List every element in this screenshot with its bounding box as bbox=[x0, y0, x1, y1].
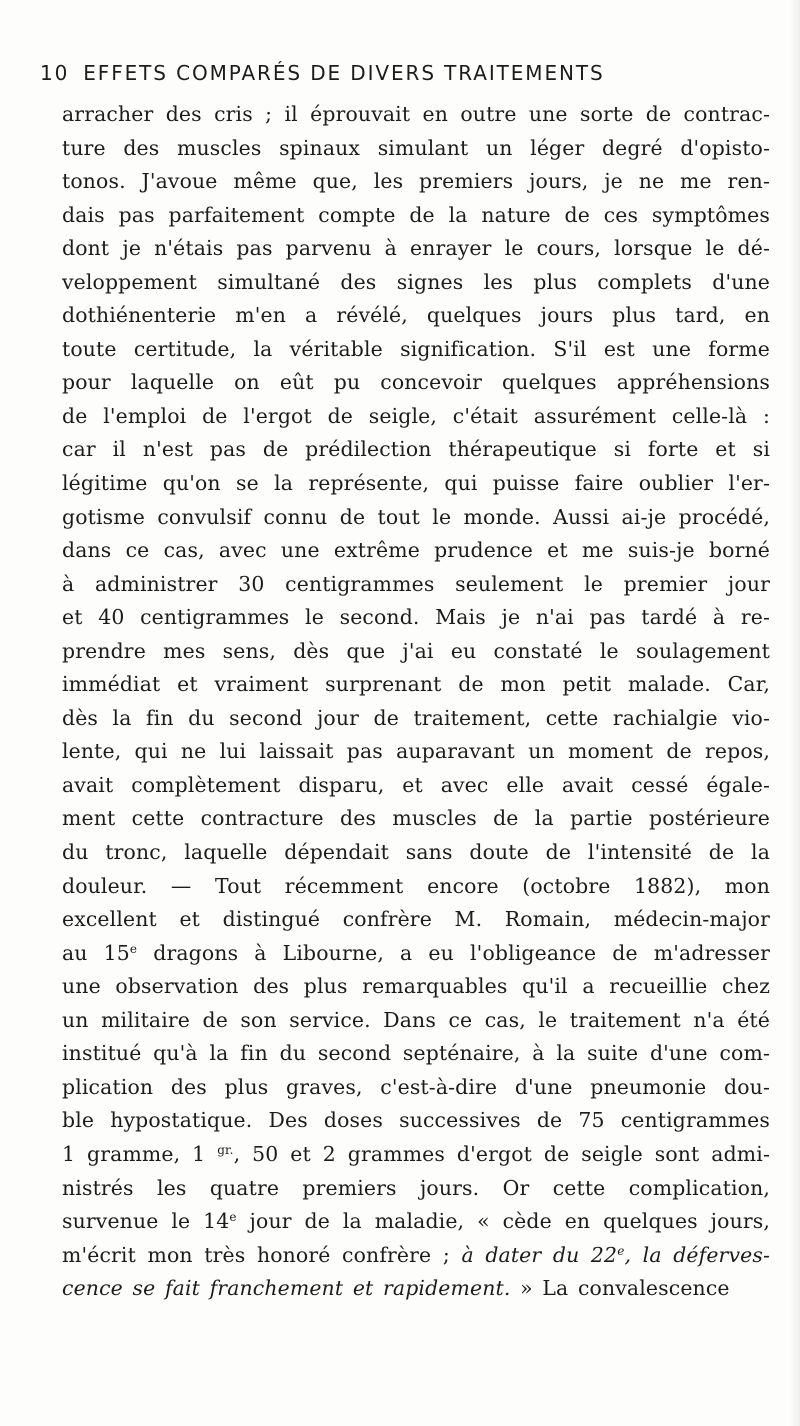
text-line: avait complètement disparu, et avec elle avait cessé égale- bbox=[62, 772, 770, 797]
page-number: 10 bbox=[40, 61, 70, 85]
text-line: dans ce cas, avec une extrême prudence et me suis-je borné bbox=[62, 538, 770, 563]
text-line: dais pas parfaitement compte de la nature de ces symptômes bbox=[62, 202, 770, 227]
text-run: , 50 et 2 grammes d'ergot de seigle sont admi- bbox=[233, 1141, 771, 1166]
text-line: du tronc, laquelle dépendait sans doute de l'intensité de la bbox=[62, 840, 770, 865]
text-line: gotisme convulsif connu de tout le monde. Aussi ai-je procédé, bbox=[62, 504, 770, 529]
running-header bbox=[40, 58, 740, 88]
text-line: lente, qui ne lui laissait pas auparavant un moment de repos, bbox=[62, 739, 770, 764]
italic-run: cence se fait franchement et rapidement. bbox=[62, 1276, 511, 1301]
text-line: excellent et distingué confrère M. Romain, médecin-major bbox=[62, 907, 770, 932]
text-run: m'écrit mon très honoré confrère ; bbox=[62, 1242, 462, 1267]
text-run: dragons à Libourne, a eu l'obligeance de m'adresser bbox=[137, 940, 770, 965]
text-line: douleur. — Tout récemment encore (octobre 1882), mon bbox=[62, 873, 770, 898]
text-line: immédiat et vraiment surprenant de mon petit malade. Car, bbox=[62, 672, 770, 697]
text-line bbox=[62, 1272, 770, 1306]
italic-run: , la déferves- bbox=[624, 1242, 770, 1267]
text-line: tonos. J'avoue même que, les premiers jours, je ne me ren- bbox=[62, 169, 770, 194]
text-line: nistrés les quatre premiers jours. Or cette complication, bbox=[62, 1175, 770, 1200]
text-line: légitime qu'on se la représente, qui puisse faire oublier l'er- bbox=[62, 471, 770, 496]
text-run: jour de la maladie, « cède en quelques jours, bbox=[236, 1209, 770, 1234]
superscript: e bbox=[229, 1210, 237, 1225]
text-line: toute certitude, la véritable signification. S'il est une forme bbox=[62, 336, 770, 361]
text-line bbox=[62, 1205, 770, 1239]
text-line: ment cette contracture des muscles de la partie postérieure bbox=[62, 806, 770, 831]
text-line bbox=[62, 937, 770, 971]
superscript: gr. bbox=[217, 1142, 234, 1157]
text-run: au 15 bbox=[62, 940, 130, 965]
text-line: et 40 centigrammes le second. Mais je n'ai pas tardé à re- bbox=[62, 605, 770, 630]
text-run: » La convalescence bbox=[510, 1276, 730, 1301]
text-line: un militaire de son service. Dans ce cas, le traitement n'a été bbox=[62, 1007, 770, 1032]
text-line: dont je n'étais pas parvenu à enrayer le cours, lorsque le dé- bbox=[62, 236, 770, 261]
text-line: ture des muscles spinaux simulant un léger degré d'opisto- bbox=[62, 135, 770, 160]
text-line: plication des plus graves, c'est-à-dire d'une pneumonie dou- bbox=[62, 1074, 770, 1099]
text-line: dès la fin du second jour de traitement, cette rachialgie vio- bbox=[62, 705, 770, 730]
text-line: ble hypostatique. Des doses successives de 75 centigrammes bbox=[62, 1108, 770, 1133]
text-line: de l'emploi de l'ergot de seigle, c'était assurément celle-là : bbox=[62, 403, 770, 428]
text-line: pour laquelle on eût pu concevoir quelques appréhensions bbox=[62, 370, 770, 395]
text-line bbox=[62, 1138, 770, 1172]
superscript: e bbox=[129, 941, 138, 956]
body-text bbox=[62, 98, 770, 1306]
text-line: veloppement simultané des signes les plus complets d'une bbox=[62, 269, 770, 294]
text-line: à administrer 30 centigrammes seulement le premier jour bbox=[62, 571, 770, 596]
text-run: survenue le 14 bbox=[62, 1209, 230, 1234]
page-edge-shadow bbox=[790, 0, 800, 1426]
text-run: 1 gramme, 1 bbox=[62, 1141, 218, 1166]
superscript: e bbox=[617, 1243, 625, 1258]
text-line: dothiénenterie m'en a révélé, quelques jours plus tard, en bbox=[62, 303, 770, 328]
text-line: institué qu'à la fin du second septénaire, à la suite d'une com- bbox=[62, 1041, 770, 1066]
text-line: car il n'est pas de prédilection thérapeutique si forte et si bbox=[62, 437, 770, 462]
text-line: une observation des plus remarquables qu'il a recueillie chez bbox=[62, 974, 770, 999]
text-line bbox=[62, 1239, 770, 1273]
text-line: prendre mes sens, dès que j'ai eu constaté le soulagement bbox=[62, 638, 770, 663]
running-title: EFFETS COMPARÉS DE DIVERS TRAITEMENTS bbox=[83, 61, 605, 85]
italic-run: à dater du 22 bbox=[461, 1242, 618, 1267]
text-line: arracher des cris ; il éprouvait en outre une sorte de contrac- bbox=[62, 102, 770, 126]
